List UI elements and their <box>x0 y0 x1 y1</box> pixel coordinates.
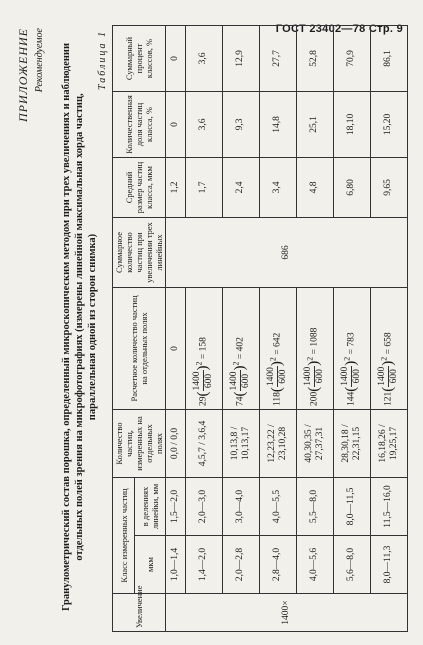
cell-divisions: 8,0—11,5 <box>333 477 370 535</box>
cell-mean-size: 9,65 <box>370 157 407 217</box>
table-row <box>259 25 296 631</box>
magnification-cell: 1400× <box>166 594 408 632</box>
cell-mean-size: 6,80 <box>333 157 370 217</box>
cell-mkm: 2,0—2,8 <box>222 536 259 594</box>
calc-coef: 29 <box>199 396 210 406</box>
col-divisions: в делениях линейки, мм <box>135 477 166 535</box>
cell-mkm: 2,8—4,0 <box>259 536 296 594</box>
cell-calc-count: 200( 1400 600 )$^2$ = 1088 <box>296 287 333 409</box>
cell-count: 28,30,18 / 22,31,15 <box>333 409 370 477</box>
calc-fraction: 1400 600 <box>229 371 252 391</box>
table-row <box>222 25 259 631</box>
cell-count: 40,30,35 / 27,37,31 <box>296 409 333 477</box>
cell-class-percent: 15,20 <box>370 91 407 157</box>
cell-calc-count: 144( 1400 600 )$^2$ = 783 <box>333 287 370 409</box>
calc-result: = 1088 <box>310 327 321 355</box>
calc-fraction: 1400 600 <box>192 371 215 391</box>
cell-cumulative-percent: 52,8 <box>296 25 333 91</box>
cell-cumulative-percent: 86,1 <box>370 25 407 91</box>
calc-fraction: 1400 600 <box>340 366 363 386</box>
col-count: Количество частиц, измеренных на отдельных полях <box>113 409 166 477</box>
calc-result: = 658 <box>384 332 395 355</box>
cell-divisions: 1,5—2,0 <box>166 477 186 535</box>
cell-class-percent: 14,8 <box>259 91 296 157</box>
cell-divisions: 3,0—4,0 <box>222 477 259 535</box>
table-title <box>60 22 99 632</box>
table-number: Таблица 1 <box>97 30 108 90</box>
calc-coef: 121 <box>384 391 395 406</box>
calc-result: = 642 <box>273 332 284 355</box>
cell-class-percent: 9,3 <box>222 91 259 157</box>
cell-cumulative-percent: 12,9 <box>222 25 259 91</box>
cell-calc-count: 29( 1400 600 )$^2$ = 158 <box>185 287 222 409</box>
table-row <box>333 25 370 631</box>
table-row <box>370 25 407 631</box>
table-title-line-1: Гранулометрический состав порошка, определенный микроскопическим методом при трех увеличениях и наблюдении <box>61 42 72 612</box>
granulometry-table <box>112 25 408 632</box>
calc-fraction: 1400 600 <box>303 366 326 386</box>
cell-calc-count: 121( 1400 600 )$^2$ = 658 <box>370 287 407 409</box>
table-row <box>166 25 186 631</box>
cell-count: 10,13,8 / 10,13,17 <box>222 409 259 477</box>
col-cumulative-percent: Суммарный процент классов, % <box>113 25 166 91</box>
cell-mean-size: 3,4 <box>259 157 296 217</box>
col-calc-count: Расчетное количество частиц на отдельных полях <box>113 287 166 409</box>
page-header: ГОСТ 23402—78 Стр. 9 <box>275 23 403 35</box>
table-title-line-3: параллельная одной из сторон снимка) <box>87 233 98 421</box>
cell-cumulative-percent: 3,6 <box>185 25 222 91</box>
cell-cumulative-percent: 70,9 <box>333 25 370 91</box>
cell-cumulative-percent: 0 <box>166 25 186 91</box>
cell-count: 4,5,7 / 3,6,4 <box>185 409 222 477</box>
calc-result: = 158 <box>199 337 210 360</box>
cell-divisions: 5,5—8,0 <box>296 477 333 535</box>
table-title-line-2: отдельных полей зрения на микрофотографиях (измерены линейной максимальная хорда частиц, <box>74 93 85 561</box>
cell-divisions: 4,0—5,5 <box>259 477 296 535</box>
cell-calc-count: 0 <box>166 287 186 409</box>
calc-coef: 118 <box>273 392 284 406</box>
cell-divisions: 2,0—3,0 <box>185 477 222 535</box>
cell-mkm: 5,6—8,0 <box>333 536 370 594</box>
cell-mkm: 4,0—5,6 <box>296 536 333 594</box>
appendix-label: ПРИЛОЖЕНИЕ <box>16 28 30 122</box>
cell-class-percent: 3,6 <box>185 91 222 157</box>
cell-count: 12,23,22 / 23,10,28 <box>259 409 296 477</box>
cell-mean-size: 2,4 <box>222 157 259 217</box>
cell-mean-size: 1,2 <box>166 157 186 217</box>
cell-count: 16,18,26 / 19,25,17 <box>370 409 407 477</box>
calc-coef: 200 <box>310 391 321 406</box>
col-class-percent: Количественная доля частиц класса, % <box>113 91 166 157</box>
cell-class-percent: 25,1 <box>296 91 333 157</box>
col-mkm: мкм <box>135 536 166 594</box>
cell-divisions: 11,5—16,0 <box>370 477 407 535</box>
cell-count: 0,0 / 0,0 <box>166 409 186 477</box>
cell-class-percent: 18,10 <box>333 91 370 157</box>
table-row <box>296 25 333 631</box>
col-size-class: Класс измеренных частиц <box>113 477 135 593</box>
cell-mkm: 8,0—11,3 <box>370 536 407 594</box>
cell-mean-size: 1,7 <box>185 157 222 217</box>
cell-calc-count: 118( 1400 600 )$^2$ = 642 <box>259 287 296 409</box>
col-mean-size: Средний размер частиц класса, мкм <box>113 157 166 217</box>
cell-mkm: 1,4—2,0 <box>185 536 222 594</box>
cell-cumulative-percent: 27,7 <box>259 25 296 91</box>
appendix-note: Рекомендуемое <box>34 28 45 93</box>
calc-result: = 783 <box>347 332 358 355</box>
table-row <box>185 25 222 631</box>
calc-coef: 74 <box>236 396 247 406</box>
calc-result: = 402 <box>236 337 247 360</box>
rotated-page <box>14 22 409 632</box>
calc-coef: 144 <box>347 391 358 406</box>
cell-calc-count: 74( 1400 600 )$^2$ = 402 <box>222 287 259 409</box>
calc-fraction: 1400 600 <box>266 367 289 387</box>
col-total-count: Суммарное количество частиц при увеличении трех линейных <box>113 217 166 287</box>
total-count-cell: 686 <box>166 217 408 287</box>
cell-class-percent: 0 <box>166 91 186 157</box>
cell-mean-size: 4,8 <box>296 157 333 217</box>
cell-mkm: 1,0—1,4 <box>166 536 186 594</box>
col-magnification: Увеличение <box>113 594 166 632</box>
calc-fraction: 1400 600 <box>377 366 400 386</box>
